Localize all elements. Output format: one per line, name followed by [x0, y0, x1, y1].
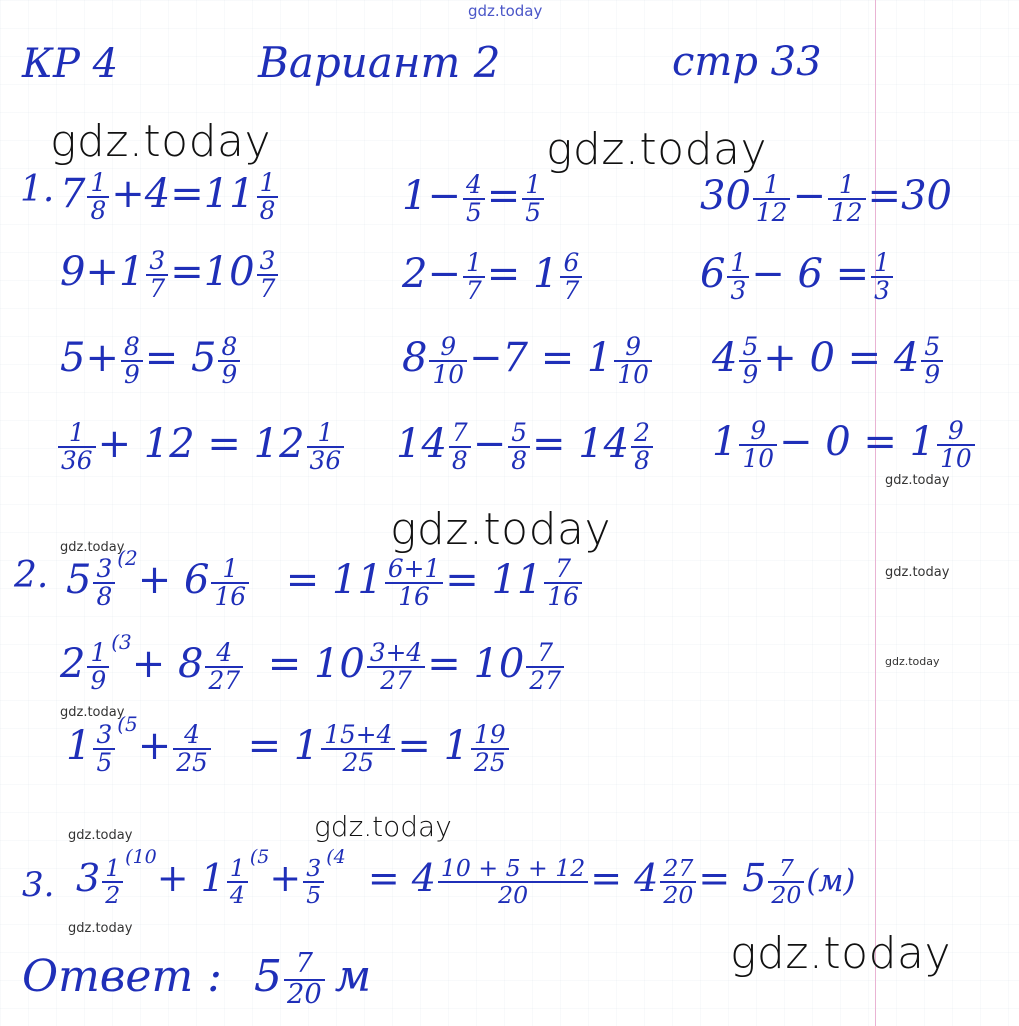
watermark: gdz.today [68, 828, 133, 843]
watermark: gdz.today [885, 473, 950, 488]
task1-c2-r1: 1− $\frac{4}{5}$ = $\frac{1}{5}$ [402, 172, 546, 226]
margin-line [875, 0, 876, 1026]
watermark: gdz.today [546, 124, 768, 175]
watermark: gdz.today [50, 116, 272, 167]
header-variant: Вариант 2 [258, 38, 501, 87]
answer-line: Ответ : 5 $\frac{7}{20}$ м [22, 948, 372, 1010]
task2-line2: 2 $\frac{1}{9}$ (3+ 8 $\frac{4}{27}$ = 10 $\frac{3+4}{27}$ = 10 $\frac{7}{27}$ [60, 640, 566, 694]
task2-line3: 1 $\frac{3}{5}$ (5+ $\frac{4}{25}$ = 1 $\frac{15+4}{25}$ = 1 $\frac{19}{25}$ [66, 722, 511, 776]
watermark: gdz.today [885, 565, 950, 580]
header-page: стр 33 [672, 39, 822, 85]
task1-c1-r2: 9+1 $\frac{3}{7}$ =10 $\frac{3}{7}$ [60, 248, 280, 302]
task1-c2-r3: 8 $\frac{9}{10}$ −7 = 1 $\frac{9}{10}$ [402, 334, 654, 388]
watermark: gdz.today [60, 705, 125, 720]
watermark: gdz.today [885, 655, 940, 668]
watermark: gdz.today [60, 540, 125, 555]
task1-c3-r1: 30 $\frac{1}{12}$ − $\frac{1}{12}$ =30 [700, 170, 952, 228]
task2-label: 2. [14, 555, 49, 596]
watermark-top: gdz.today [468, 2, 543, 20]
task1-c2-r4: 14 $\frac{7}{8}$ − $\frac{5}{8}$ = 14 $\frac{2}{8}$ [396, 420, 655, 474]
task1-c1-r4: $\frac{1}{36}$ + 12 = 12 $\frac{1}{36}$ [56, 420, 346, 474]
task1-c1-r3: 5+ $\frac{8}{9}$ = 5 $\frac{8}{9}$ [60, 334, 242, 388]
watermark: gdz.today [730, 928, 952, 979]
task1-label: 1. [20, 169, 55, 210]
task2-line1: 5 $\frac{3}{8}$ (2+ 6 $\frac{1}{16}$ = 11 $\frac{6+1}{16}$ = 11 $\frac{7}{16}$ [66, 556, 584, 610]
task1-c3-r4: 1 $\frac{9}{10}$ − 0 = 1 $\frac{9}{10}$ [712, 418, 977, 472]
watermark: gdz.today [68, 921, 133, 936]
task1-c3-r3: 4 $\frac{5}{9}$ + 0 = 4 $\frac{5}{9}$ [712, 334, 945, 388]
task3-label: 3. [22, 865, 55, 905]
watermark: gdz.today [314, 810, 452, 843]
task1-c3-r2: 6 $\frac{1}{3}$ − 6 = $\frac{1}{3}$ [700, 250, 895, 304]
task1-c1-r1: 7 $\frac{1}{8}$ +4=11 $\frac{1}{8}$ [60, 170, 280, 224]
task1-c2-r2: 2− $\frac{1}{7}$ = 1 $\frac{6}{7}$ [402, 250, 584, 304]
watermark: gdz.today [390, 504, 612, 555]
header-kr: КР 4 [22, 41, 119, 87]
task3-expression: 3 $\frac{1}{2}$ (10+ 1 $\frac{1}{4}$ (5+ $\frac{3}{5}$ (4 = 4 $\frac{10 + 5 + 12}{20}$ = 4 $\frac{27}{20}$ = 5 $\frac{7}{20}$ (м) [76, 846, 856, 909]
